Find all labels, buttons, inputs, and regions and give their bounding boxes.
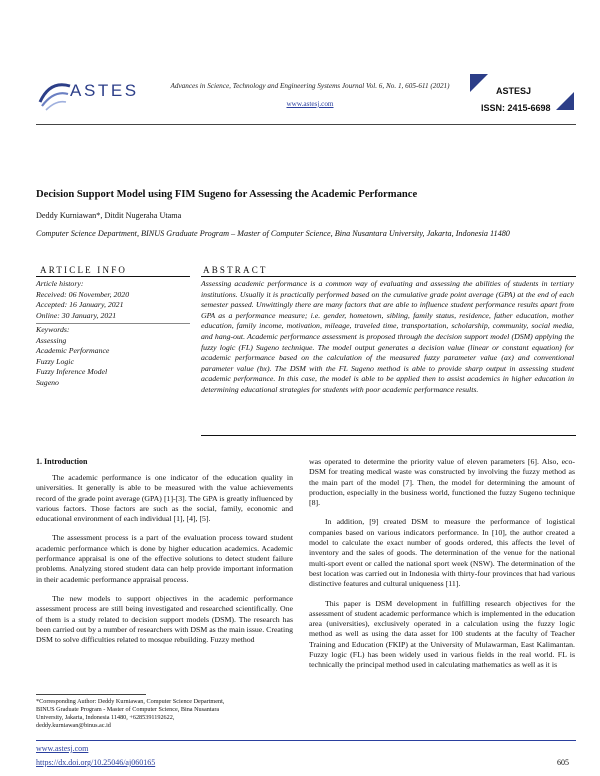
paragraph: The academic performance is one indicator of the education quality in universities. It generally is able to be measured with the value achievements record of the grade point average (GPA) [1]-[3]. The GPA is greatly influenced by various factors. Those factors are such as the social, family, economic and educational environment of each individual [1], [4], [5]. [36,473,293,524]
body-column-left [36,473,293,645]
keywords-block [36,325,168,389]
article-history [36,279,168,321]
abstract-bottom-rule [201,435,576,436]
footnote-line: University, Jakarta, Indonesia 11480, +6285391192622, [36,714,175,721]
journal-line: Advances in Science, Technology and Engineering Systems Journal Vol. 6, No. 1, 605-611 (2021) [170,82,450,90]
article-info-heading: ARTICLE INFO [40,265,128,275]
keyword-item: Assessing [36,335,67,345]
footnote-rule [36,694,146,695]
keyword-item: Fuzzy Logic [36,356,74,366]
history-label: Article history: [36,279,84,288]
keyword-item: Sugeno [36,377,59,387]
paragraph: The assessment process is a part of the evaluation process toward student academic performance which is done by higher education academics. Academic performance appraisal is one of the effective solutions to detect student failure problems. Analyzing stored student data can help provide important information in their academic performance appraisal process. [36,533,293,584]
paper-authors: Deddy Kurniawan*, Ditdit Nugeraha Utama [36,211,182,220]
footnote-line: BINUS Graduate Program - Master of Computer Science, Bina Nusantara [36,706,220,713]
abstract-text: Assessing academic performance is a common way of evaluating and assessing the abilities of students in tertiary institutions. Usually it is practically performed based on the cumulative grade point average (GPA) at the end of each semester passed. Unwittingly there are many factors that are able to influence student performance results apart from GPA as a performance measure; i.e. gender, hometown, sibling, family status, residence, father education, mother education, family income, motivation, mileage, traveled time, transportation, scholarship, community, social media, and hang-out. Academic performance assessment is proposed through the decision support model (DSM) applying the fuzzy logic (FL) Sugeno technique. The model output generates a decision value (linear or constant equation) for academic performance based on the calculation of the measured fuzzy parameter value (ax) and conventional parameter value (bx). The DSM with the FL Sugeno method is able to provide sharp output in assessing student academic performance. In this case, the model is able to be applied then to assist academics in higher education in determining educational strategies for students with poor academic performance results. [201,279,574,394]
corresponding-author-footnote [36,698,293,730]
paper-affiliation: Computer Science Department, BINUS Graduate Program – Master of Computer Science, Bina Nusantara University, Jakarta, Indonesia 11480 [36,229,510,238]
online-date: Online: 30 January, 2021 [36,310,117,320]
received-date: Received: 06 November, 2020 [36,289,130,299]
keyword-item: Academic Performance [36,346,110,356]
abstract-heading: ABSTRACT [203,265,268,275]
issn-label: ASTESJ [496,86,532,96]
keyword-item: Fuzzy Inference Model [36,367,108,377]
footnote-line: deddy.kurniawan@binus.ac.id [36,722,111,729]
article-info-rule [36,276,190,277]
issn-value: ISSN: 2415-6698 [481,103,551,113]
footer-journal-link[interactable]: www.astesj.com [36,744,89,753]
paragraph: This paper is DSM development in fulfilling research objectives for the assessment of student academic performance which is implemented in the education area (universities), exclusively operated in a calculation using the fuzzy logic method as well as using the data asset for 100 students at the faculty of Teacher Training and Education (FKIP) at the University of Mulawarman, East Kalimantan. Fuzzy logic (FL) has been widely used in various fields in the real world. FL is technically the principal method used in calculating mathematics as well as it is [309,598,575,670]
paragraph: was operated to determine the priority value of eleven parameters [6]. Also, eco-DSM for treating medical waste was constructed by involving the fuzzy method as the main part of the model [7]. Then, the model for determining the amount of production, especially in the business world, functioned the fuzzy Sugeno technique [8]. [309,457,575,508]
paragraph: In addition, [9] created DSM to measure the performance of logistical companies based on various indicators performance. In [10], the author created a model to calculate the exact number of goods ordered, this affects the level of inventory and the sales of goods. The determination of the venue for the national multi-sport event or called the national sport week (NSW). The determination of the best location was carried out in Indonesia with thirty-four provinces that had various distinctive features and cultural uniqueness [11]. [309,517,575,589]
section-heading: 1. Introduction [36,457,88,466]
header-divider [36,124,576,125]
journal-link[interactable]: www.astesj.com [286,100,334,108]
accepted-date: Accepted: 16 January, 2021 [36,300,124,310]
keywords-label: Keywords: [36,325,70,334]
paper-title: Decision Support Model using FIM Sugeno for Assessing the Academic Performance [36,189,418,200]
footnote-line: *Corresponding Author: Deddy Kurniawan, Computer Science Department, [36,698,225,705]
abstract-rule [201,276,576,277]
logo-text: ASTES [70,81,139,100]
doi-link[interactable]: https://dx.doi.org/10.25046/aj060165 [36,758,156,767]
page-number: 605 [557,758,569,767]
paragraph: The new models to support objectives in the academic performance assessment process are still being investigated and researched scientifically. One of them is a study related to decision support models (DSM). The research has been carried out by a number of researchers with DSM as the main issue. Creating DSM to solve difficulties related to mosque rebuilding. Fuzzy method [36,593,294,645]
body-column-right [309,457,575,671]
footer-divider [36,740,576,741]
history-divider [36,323,190,324]
